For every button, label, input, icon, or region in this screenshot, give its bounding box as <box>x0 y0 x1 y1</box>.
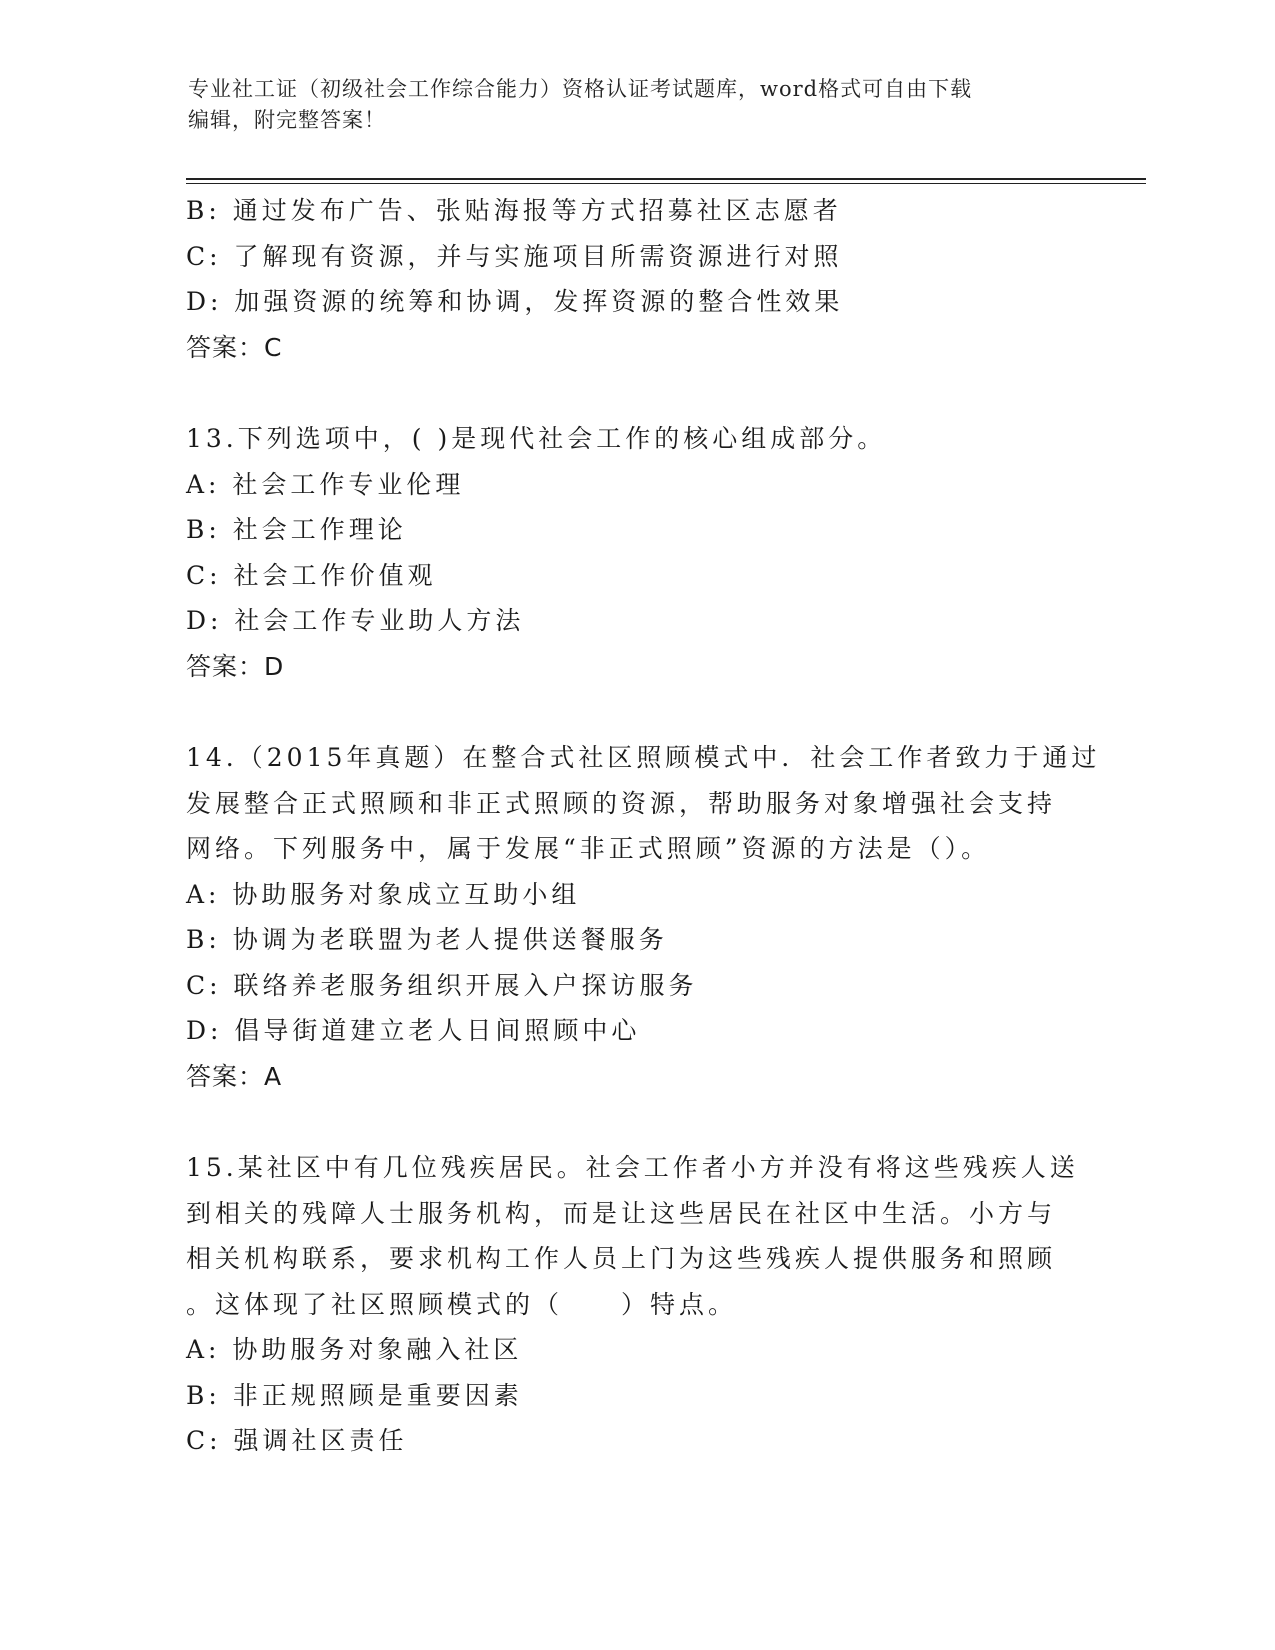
option-c: C: 社会工作价值观 <box>186 560 437 590</box>
option-b: B: 协调为老联盟为老人提供送餐服务 <box>186 925 668 954</box>
question-13 <box>186 416 1086 689</box>
question-text-line-2: 发展整合正式照顾和非正式照顾的资源，帮助服务对象增强社会支持 <box>186 788 1057 818</box>
answer: 答案：D <box>186 651 285 681</box>
spacer <box>186 370 1086 416</box>
option-a: A: 社会工作专业伦理 <box>186 469 465 499</box>
option-b: B: 非正规照顾是重要因素 <box>186 1380 523 1410</box>
header-line-2: 编辑，附完整答案！ <box>188 108 386 132</box>
question-15 <box>186 1145 1086 1464</box>
question-text-line-4: 。这体现了社区照顾模式的（ ）特点。 <box>186 1289 738 1319</box>
option-b: B: 社会工作理论 <box>186 515 407 544</box>
option-c: C: 强调社区责任 <box>186 1426 408 1455</box>
header-rule-thick <box>186 178 1146 180</box>
header-rule-thin <box>186 183 1146 184</box>
option-b: B: 通过发布广告、张贴海报等方式招募社区志愿者 <box>186 196 842 225</box>
question-text-line-1: 15.某社区中有几位残疾居民。社会工作者小方并没有将这些残疾人送 <box>186 1153 1079 1182</box>
option-c: C: 联络养老服务组织开展入户探访服务 <box>186 970 698 1000</box>
question-text-line-3: 网络。下列服务中，属于发展“非正式照顾”资源的方法是（）。 <box>186 834 991 863</box>
option-c: C: 了解现有资源，并与实施项目所需资源进行对照 <box>186 241 843 271</box>
option-a: A: 协助服务对象成立互助小组 <box>186 879 581 909</box>
question-text: 13.下列选项中，( )是现代社会工作的核心组成部分。 <box>186 424 887 453</box>
option-d: D: 加强资源的统筹和协调，发挥资源的整合性效果 <box>186 287 844 316</box>
option-d: D: 社会工作专业助人方法 <box>186 606 525 635</box>
header-line-1: 专业社工证（初级社会工作综合能力）资格认证考试题库，word格式可自由下载 <box>188 77 973 101</box>
question-text-line-3: 相关机构联系，要求机构工作人员上门为这些残疾人提供服务和照顾 <box>186 1244 1057 1273</box>
question-12 <box>186 188 1086 370</box>
spacer <box>186 689 1086 735</box>
option-a: A: 协助服务对象融入社区 <box>186 1335 523 1364</box>
question-text-line-1: 14.（2015年真题）在整合式社区照顾模式中．社会工作者致力于通过 <box>186 743 1101 772</box>
spacer <box>186 1099 1086 1145</box>
question-list <box>186 188 1101 1464</box>
question-text-line-2: 到相关的残障人士服务机构，而是让这些居民在社区中生活。小方与 <box>186 1198 1057 1228</box>
option-d: D: 倡导街道建立老人日间照顾中心 <box>186 1016 641 1045</box>
answer: 答案：C <box>186 332 283 362</box>
answer: 答案：A <box>186 1061 283 1091</box>
page-header <box>188 74 1088 136</box>
question-14 <box>186 735 1101 1099</box>
